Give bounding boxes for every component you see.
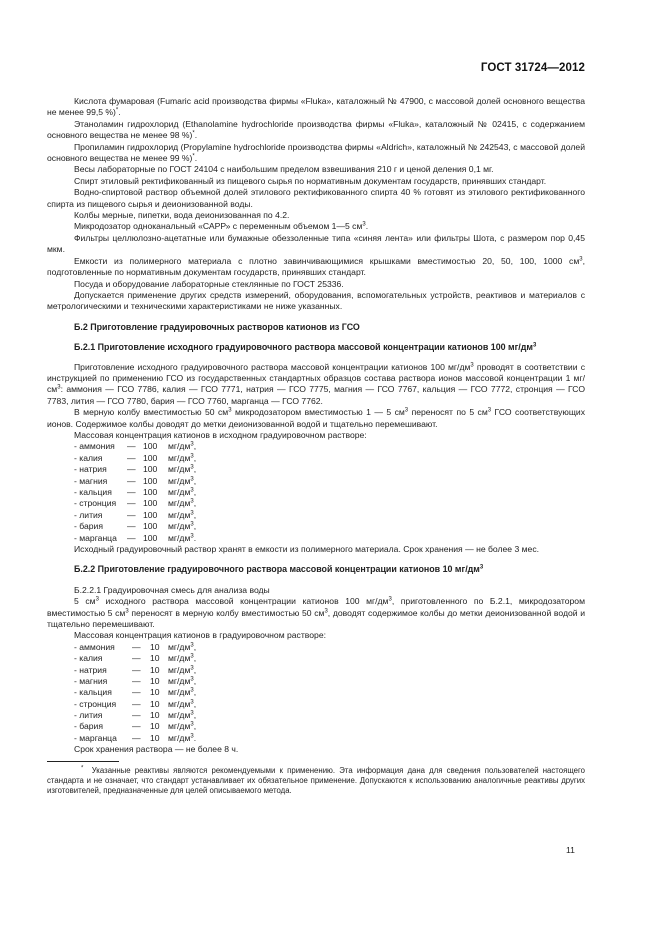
list-intro-b21: Массовая концентрация катионов в исходном градуировочном растворе: bbox=[74, 429, 367, 440]
list-item: - натрия — 100 $мг/дм^3$, bbox=[74, 464, 197, 475]
footnote-divider bbox=[47, 761, 119, 762]
page-number: 11 bbox=[566, 845, 575, 855]
list-item: - аммония — 10 $мг/дм^3$, bbox=[74, 641, 197, 652]
materials-list bbox=[47, 96, 585, 313]
list-intro-b22: Массовая концентрация катионов в градуировочном растворе: bbox=[74, 630, 326, 641]
section-heading-b2: Б.2 Приготовление градуировочных растворов катионов из ГСО bbox=[74, 321, 360, 332]
list-item: - кальция — 10 $мг/дм^3$, bbox=[74, 687, 197, 698]
list-item: - лития — 100 $мг/дм^3$, bbox=[74, 509, 197, 520]
section-heading-b22: Б.2.2 Приготовление градуировочного раствора массовой концентрации катионов 10 $мг/дм^3$ bbox=[74, 564, 484, 575]
paragraph-alternatives: Допускается применение других средств измерений, оборудования, вспомогательных устройств, реактивов и материалов с метрологическими и техническими характеристиками не ниже указанных. bbox=[47, 289, 585, 312]
paragraph-b21-transfer: В мерную колбу вместимостью 50 $см^3$ микродозатором вместимостью 1 — 5 $см^3$ переносят по 5 $см^3$ ГСО соответствующих ионов. Содержимое колбы доводят до метки деионизованной водой и тщательно перемешивают. bbox=[47, 407, 585, 429]
paragraph-glassware: Посуда и оборудование лабораторные стеклянные по ГОСТ 25336. bbox=[74, 278, 344, 289]
list-item: - стронция — 10 $мг/дм^3$, bbox=[74, 698, 197, 709]
paragraph-water-ethanol-solution: Водно-спиртовой раствор объемной долей этилового ректификованного спирта 40 % готовят из этилового ректификованного спирта из пищевого сырья и деионизованной воды. bbox=[47, 187, 585, 209]
paragraph-ethanolamine: Этаноламин гидрохлорид (Ethanolamine hydrochloride производства фирмы «Fluka», каталожный № 02415, с содержанием основного вещества не менее 98 %)*. bbox=[47, 118, 585, 141]
list-item: - марганца — 10 $мг/дм^3$. bbox=[74, 732, 197, 743]
list-item: - аммония — 100 $мг/дм^3$, bbox=[74, 441, 197, 452]
list-item: - бария — 100 $мг/дм^3$, bbox=[74, 521, 197, 532]
footnote-marker: * bbox=[192, 153, 195, 160]
paragraph-scales: Весы лабораторные по ГОСТ 24104 с наибольшим пределом взвешивания 210 г и ценой деления 0,1 мг. bbox=[74, 164, 494, 175]
document-standard-id: ГОСТ 31724—2012 bbox=[480, 62, 585, 74]
document-body bbox=[47, 96, 585, 797]
paragraph-b21-storage: Исходный градуировочный раствор хранят в емкости из полимерного материала. Срок хранения — не более 3 мес. bbox=[74, 543, 540, 554]
list-item: - магния — 10 $мг/дм^3$, bbox=[74, 675, 197, 686]
footnote-marker: * bbox=[81, 765, 84, 772]
paragraph-b21-procedure: Приготовление исходного градуировочного раствора массовой концентрации катионов 100 $мг/дм^3$ проводят в соответствии с инструкцией по применению ГСО из государственных стандартных образцов состава раствора ионов массовой концентрации 1 $мг/см^3$: аммония — ГСО 7786, калия — ГСО 7771, натрия — ГСО 7775, магния — ГСО 7767, кальция — ГСО 7772, стронция — ГСО 7783, лития — ГСО 7780, бария — ГСО 7760, марганца — ГСО 7762. bbox=[47, 361, 585, 406]
list-item: - натрия — 10 $мг/дм^3$, bbox=[74, 664, 197, 675]
footnote-marker: * bbox=[192, 130, 195, 137]
list-item: - кальция — 100 $мг/дм^3$, bbox=[74, 486, 197, 497]
paragraph-fumaric-acid: Кислота фумаровая (Fumaric acid производства фирмы «Fluka», каталожный № 47900, с массовой долей основного вещества не менее 99,5 %)*. bbox=[47, 96, 585, 118]
paragraph-b221-procedure: 5 $см^3$ исходного раствора массовой концентрации катионов 100 $мг/дм^3$, приготовленного по Б.2.1, микродозатором вместимостью 5 $см^3$ переносят в мерную колбу вместимостью 50 $см^3$, доводят содержимое колбы до метки деионизованной водой и тщательно перемешивают. bbox=[47, 596, 585, 629]
paragraph-filters: Фильтры целлюлозно-ацетатные или бумажные обеззоленные типа «синяя лента» или фильтры Шота, с размером пор 0,45 мкм. bbox=[47, 232, 585, 255]
list-item: - калия — 10 $мг/дм^3$, bbox=[74, 653, 197, 664]
section-heading-b21: Б.2.1 Приготовление исходного градуировочного раствора массовой концентрации катионов 100 $мг/дм^3$ bbox=[74, 342, 537, 353]
paragraph-propylamine: Пропиламин гидрохлорид (Propylamine hydrochloride производства фирмы «Aldrich», каталожный № 242543, с массовой долей основного вещества не менее 99 %)*. bbox=[47, 141, 585, 164]
paragraph-b22-storage: Срок хранения раствора — не более 8 ч. bbox=[74, 744, 239, 755]
cation-concentration-list-100 bbox=[47, 441, 585, 544]
paragraph-flasks: Колбы мерные, пипетки, вода деионизованная по 4.2. bbox=[74, 210, 290, 221]
footnote: * Указанные реактивы являются рекомендуемыми к применению. Эта информация дана для сведения пользователей настоящего стандарта и не означает, что стандарт устанавливает их обязательное применение. Допускаются к использованию аналогичные реактивы других изготовителей, предназначенные для целей описываемого метода. bbox=[47, 765, 585, 796]
cation-concentration-list-10 bbox=[47, 642, 585, 745]
footnote-marker: * bbox=[115, 107, 119, 114]
paragraph-containers: Емкости из полимерного материала с плотно завинчивающимися крышками вместимостью 20, 50, 100, 1000 $см^3$, подготовленные по нормативным документам государств, принявших стандарт. bbox=[47, 255, 585, 278]
list-item: - бария — 10 $мг/дм^3$, bbox=[74, 721, 197, 732]
list-item: - калия — 100 $мг/дм^3$, bbox=[74, 452, 197, 463]
list-item: - марганца — 100 $мг/дм^3$. bbox=[74, 532, 197, 543]
list-item: - лития — 10 $мг/дм^3$, bbox=[74, 710, 197, 721]
subsection-heading-b221: Б.2.2.1 Градуировочная смесь для анализа воды bbox=[74, 584, 270, 595]
list-item: - магния — 100 $мг/дм^3$, bbox=[74, 475, 197, 486]
paragraph-ethanol: Спирт этиловый ректификованный из пищевого сырья по нормативным документам государств, принявших стандарт. bbox=[74, 175, 547, 186]
list-item: - стронция — 100 $мг/дм^3$, bbox=[74, 498, 197, 509]
paragraph-microdispenser: Микродозатор одноканальный «САРР» с переменным объемом 1—5 $см^3$. bbox=[74, 221, 369, 232]
